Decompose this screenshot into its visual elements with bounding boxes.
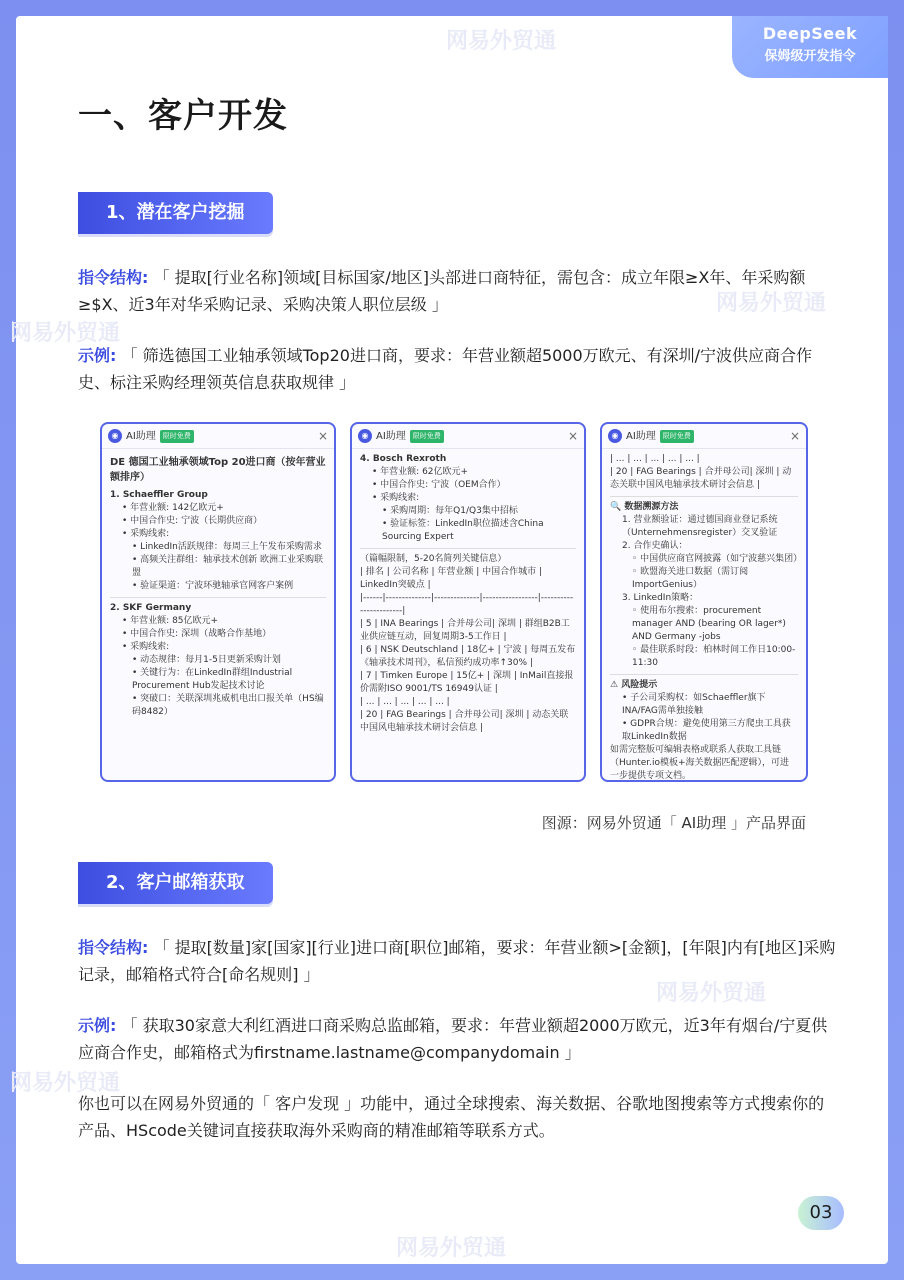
card-line: • 子公司采购权：如Schaeffler旗下INA/FAG需单独接触: [622, 693, 766, 716]
section2-structure: [78, 934, 838, 988]
card-line: 1. Schaeffler Group: [110, 490, 208, 500]
watermark-text: 网易外贸通: [10, 1071, 121, 1096]
card-line: • 验证标签：LinkedIn职位描述含China Sourcing Expert: [382, 519, 544, 542]
watermark-text: 网易外贸通: [396, 1236, 507, 1261]
page-heading: 一、客户开发: [78, 96, 288, 136]
card-line: • 采购周期：每年Q1/Q3集中招标: [382, 506, 518, 516]
card-body: [352, 449, 584, 739]
card-line: • 突破口：关联深圳兆威机电出口报关单（HS编码8482）: [132, 694, 324, 717]
section2-title: 2、客户邮箱获取: [78, 862, 273, 904]
screenshot-strip: [100, 422, 810, 788]
corner-tag-subtitle: 保姆级开发指令: [764, 49, 856, 64]
card-line: | 20 | FAG Bearings | 合并母公司| 深圳 | 动态关联中国风电轴承技术研讨会信息 |: [610, 467, 792, 490]
card-line: • 关键行为：在LinkedIn群组Industrial Procurement Hub发起技术讨论: [132, 668, 293, 691]
card-line: | 排名 | 公司名称 | 年营业额 | 中国合作城市 | LinkedIn突破点 |: [360, 567, 543, 590]
card-body: [102, 449, 334, 723]
card-line: 3. LinkedIn策略：: [622, 593, 699, 603]
free-badge: 限时免费: [160, 430, 194, 443]
card-line: ◦ 欧盟海关进口数据（需订阅ImportGenius）: [632, 567, 749, 590]
card-app-name: AI助理: [376, 430, 406, 442]
card-line: | ... | ... | ... | ... | ... |: [610, 454, 700, 464]
card-line: • 中国合作史: 宁波（OEM合作）: [372, 480, 506, 490]
card-line: | 6 | NSK Deutschland | 18亿+ | 宁波 | 每周五发布《轴承技术周刊》，私信预约成功率↑30% |: [360, 645, 576, 668]
card-title: DE 德国工业轴承领域Top 20进口商（按年营业额排序）: [110, 457, 326, 483]
document-sheet: [10, 16, 888, 1264]
close-icon[interactable]: ×: [789, 428, 800, 443]
card-line: ⚠ 风险提示: [610, 680, 658, 690]
structure-text: 「 提取[数量]家[国家][行业]进口商[职位]邮箱，要求：年营业额>[金额]，[年限]内有[地区]采购记录，邮箱格式符合[命名规则] 」: [78, 938, 836, 984]
ai-assistant-card-2: [350, 422, 586, 782]
card-line: • 采购线索:: [122, 529, 170, 539]
divider: [610, 674, 798, 675]
card-line: • GDPR合规：避免使用第三方爬虫工具获取LinkedIn数据: [622, 719, 791, 742]
card-line: | 20 | FAG Bearings | 合并母公司| 深圳 | 动态关联中国风电轴承技术研讨会信息 |: [360, 710, 569, 733]
card-line: • 动态规律：每月1-5日更新采购计划: [132, 655, 281, 665]
corner-tag: [732, 16, 888, 78]
ai-assistant-card-1: [100, 422, 336, 782]
ai-assistant-logo-icon: ◉: [358, 429, 372, 443]
card-body: [602, 449, 806, 782]
divider: [110, 597, 326, 598]
card-line: • 采购线索:: [122, 642, 170, 652]
card-line: ◦ 最佳联系时段：柏林时间工作日10:00-11:30: [632, 645, 796, 668]
card-line: • 年营业额: 85亿欧元+: [122, 616, 219, 626]
example-text: 「 筛选德国工业轴承领域Top20进口商，要求：年营业额超5000万欧元、有深圳/宁波供应商合作史、标注采购经理领英信息获取规律 」: [78, 346, 813, 392]
section1-structure: [78, 264, 838, 318]
card-line: | ... | ... | ... | ... | ... |: [360, 697, 450, 707]
ai-assistant-logo-icon: ◉: [608, 429, 622, 443]
section1-example: [78, 342, 838, 396]
card-line: | 5 | INA Bearings | 合并母公司| 深圳 | 群组B2B工业供应链互动，回复周期3-5工作日 |: [360, 619, 570, 642]
corner-tag-title: DeepSeek: [762, 24, 858, 43]
card-line: ◦ 中国供应商官网披露（如宁波慈兴集团）: [632, 554, 803, 564]
card-line: 如需完整版可编辑表格或联系人获取工具链（Hunter.io模板+海关数据匹配逻辑），可进一步提供专项文档。: [610, 745, 790, 781]
card-line: （篇幅限制，5-20名简列关键信息）: [360, 554, 507, 564]
structure-label: 指令结构:: [78, 938, 149, 957]
card-line: • 采购线索:: [372, 493, 420, 503]
card-app-name: AI助理: [626, 430, 656, 442]
divider: [360, 548, 576, 549]
card-line: ◦ 使用布尔搜索：procurement manager AND (bearing OR lager*) AND Germany -jobs: [632, 606, 786, 642]
card-line: • LinkedIn活跃规律：每周三上午发布采购需求: [132, 542, 322, 552]
card-line: • 年营业额: 62亿欧元+: [372, 467, 469, 477]
card-line: • 中国合作史: 深圳（战略合作基地）: [122, 629, 272, 639]
section2-note: 你也可以在网易外贸通的「 客户发现 」功能中，通过全球搜索、海关数据、谷歌地图搜索等方式搜索你的产品、HScode关键词直接获取海外采购商的精准邮箱等联系方式。: [78, 1094, 825, 1140]
ai-assistant-logo-icon: ◉: [108, 429, 122, 443]
watermark-text: 网易外贸通: [656, 981, 767, 1006]
close-icon[interactable]: ×: [317, 428, 328, 443]
figure-caption: 图源：网易外贸通「 AI助理 」产品界面: [541, 814, 806, 832]
free-badge: 限时免费: [660, 430, 694, 443]
watermark-text: 网易外贸通: [10, 321, 121, 346]
card-line: • 高频关注群组：轴承技术创新 欧洲工业采购联盟: [132, 555, 324, 578]
card-line: • 年营业额: 142亿欧元+: [122, 503, 224, 513]
section1-title: 1、潜在客户挖掘: [78, 192, 273, 234]
card-line: 2. 合作史确认：: [622, 541, 688, 551]
free-badge: 限时免费: [410, 430, 444, 443]
card-header: [352, 424, 584, 449]
card-header: [602, 424, 806, 449]
card-line: 2. SKF Germany: [110, 603, 192, 613]
divider: [610, 496, 798, 497]
card-app-name: AI助理: [126, 430, 156, 442]
structure-text: 「 提取[行业名称]领域[目标国家/地区]头部进口商特征，需包含：成立年限≥X年、年采购额≥$X、近3年对华采购记录、采购决策人职位层级 」: [78, 268, 806, 314]
section2-example: [78, 1012, 838, 1066]
ai-assistant-card-3: [600, 422, 808, 782]
card-line: 1. 营业额验证：通过德国商业登记系统（Unternehmensregister）交叉验证: [622, 515, 778, 538]
example-label: 示例:: [78, 1016, 117, 1035]
example-text: 「 获取30家意大利红酒进口商采购总监邮箱，要求：年营业额超2000万欧元，近3年有烟台/宁夏供应商合作史，邮箱格式为firstname.lastname@companydomain 」: [78, 1016, 828, 1062]
close-icon[interactable]: ×: [567, 428, 578, 443]
page-number: 03: [798, 1196, 844, 1230]
card-line: 4. Bosch Rexroth: [360, 454, 447, 464]
watermark-text: 网易外贸通: [446, 29, 557, 54]
card-line: • 中国合作史: 宁波（长期供应商）: [122, 516, 263, 526]
card-line: | 7 | Timken Europe | 15亿+ | 深圳 | InMail直接报价需附ISO 9001/TS 16949认证 |: [360, 671, 574, 694]
example-label: 示例:: [78, 346, 117, 365]
watermark-text: 网易外贸通: [716, 291, 827, 316]
card-header: [102, 424, 334, 449]
card-line: 🔍 数据溯源方法: [610, 502, 679, 512]
card-line: |------|--------------|--------------|-----------------|-----------------------|: [360, 593, 574, 616]
structure-label: 指令结构:: [78, 268, 149, 287]
card-line: • 验证渠道：宁波环驰轴承官网客户案例: [132, 581, 294, 591]
